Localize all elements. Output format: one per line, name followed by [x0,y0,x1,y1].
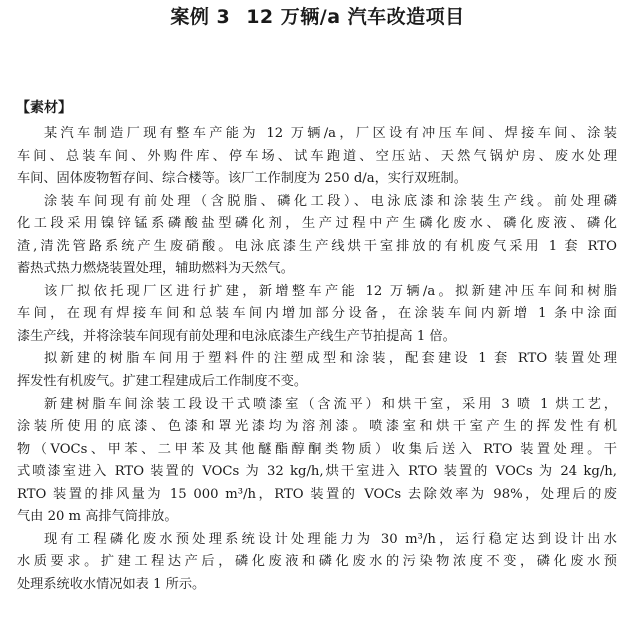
text-line: 挥发性有机废气。扩建工程建成后工作制度不变。 [17,374,308,390]
case-number: 案例 3 [170,6,231,28]
text-line: 某汽车制造厂现有整车产能为 12 万辆/a，厂区设有冲压车间、焊接车间、涂装 [44,126,617,141]
text-line: 现有工程磷化废水预处理系统设计处理能力为 30 m³/h，运行稳定达到设计出水 [44,531,617,547]
text-line: 物（VOCs、甲苯、二甲苯及其他醚酯醇酮类物质）收集后送入 RTO 装置处理。干 [17,441,617,457]
text-line: 涂装所使用的底漆、色漆和罩光漆均为溶剂漆。喷漆室和烘干室产生的挥发性有机 [17,419,617,435]
section-heading: 【素材】 [16,100,72,116]
text-line: 处理系统收水情况如表 1 所示。 [17,576,206,592]
text-line: 新建树脂车间涂装工段设干式喷漆室（含流平）和烘干室，采用 3 喷 1 烘工艺， [44,396,617,412]
text-line: 化工段采用镍锌锰系磷酸盐型磷化剂，生产过程中产生磷化废水、磷化废液、磷化 [17,216,617,232]
text-line: 车间、固体废物暂存间、综合楼等。该厂工作制度为 250 d/a，实行双班制。 [17,171,467,187]
text-line: 气由 20 m 高排气筒排放。 [17,509,178,525]
text-line: 蓄热式热力燃烧装置处理，辅助燃料为天然气。 [17,261,294,277]
page-title [0,4,635,30]
text-line: 车间、总装车间、外购件库、停车场、试车跑道、空压站、天然气锅炉房、废水处理 [17,148,617,164]
case-title: 12 万辆/a 汽车改造项目 [246,6,465,28]
text-line: 该厂拟依托现厂区进行扩建，新增整车产能 12 万辆/a。拟新建冲压车间和树脂 [44,283,617,299]
text-line: 拟新建的树脂车间用于塑料件的注塑成型和涂装，配套建设 1 套 RTO 装置处理 [44,351,617,367]
text-line: 式喷漆室进入 RTO 装置的 VOCs 为 32 kg/h,烘干室进入 RTO 装置的 VOCs 为 24 kg/h, [17,464,617,480]
text-line: 车间，在现有焊接车间和总装车间内增加部分设备，在涂装车间内新增 1 条中涂面 [17,306,617,322]
body-text [17,123,617,596]
text-line: 涂装车间现有前处理（含脱脂、磷化工段）、电泳底漆和涂装生产线。前处理磷 [44,193,617,209]
text-line: 水质要求。扩建工程达产后，磷化废液和磷化废水的污染物浓度不变，磷化废水预 [17,554,617,570]
text-line: 漆生产线，并将涂装车间现有前处理和电泳底漆生产线生产节拍提高 1 倍。 [17,328,456,344]
text-line: 渣,清洗管路系统产生废硝酸。电泳底漆生产线烘干室排放的有机废气采用 1 套 RTO [17,238,617,254]
text-line: RTO 装置的排风量为 15 000 m³/h，RTO 装置的 VOCs 去除效率为 98%，处理后的废 [17,486,617,502]
